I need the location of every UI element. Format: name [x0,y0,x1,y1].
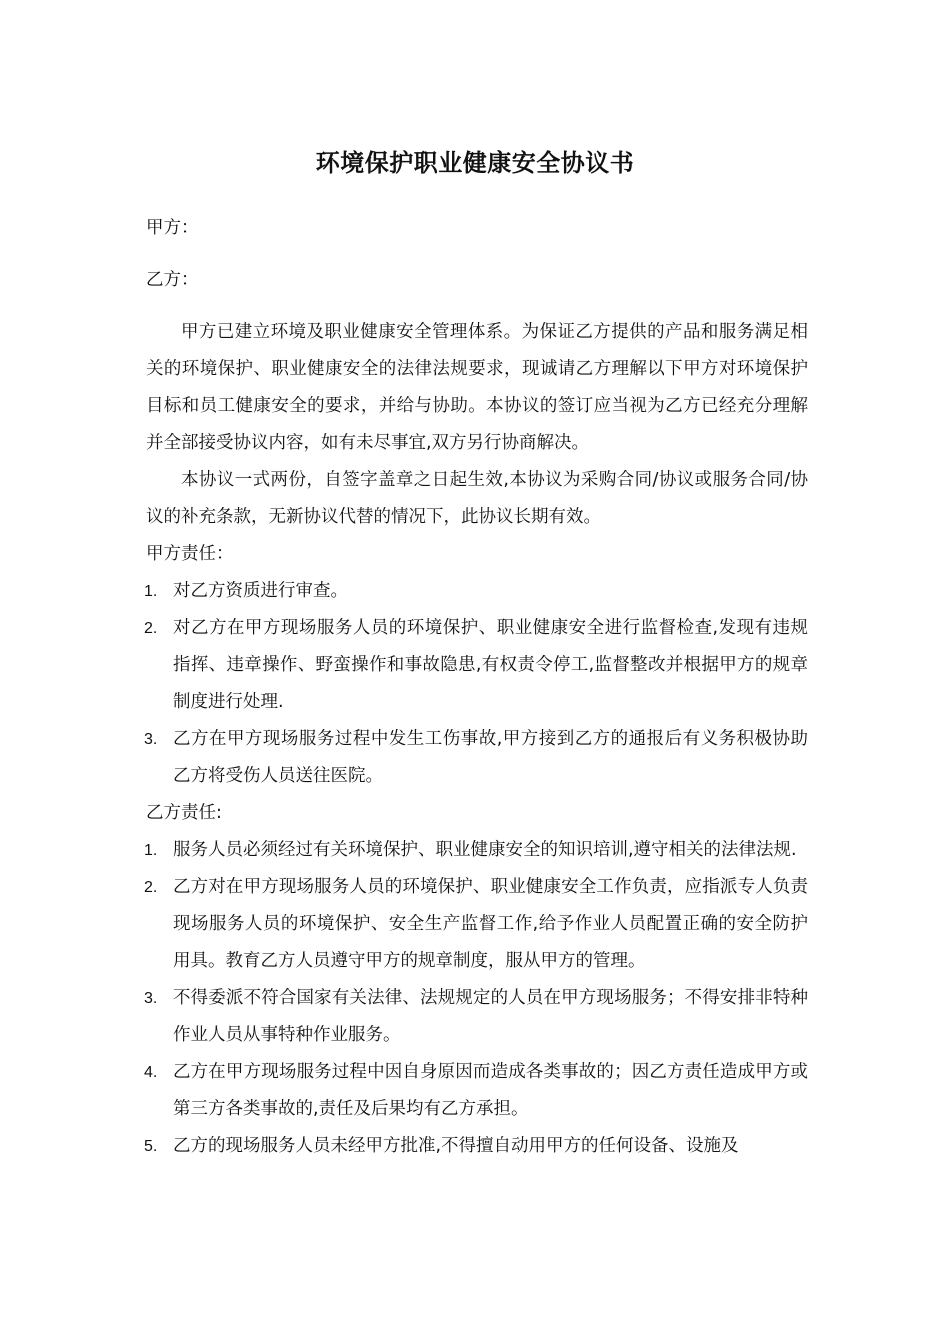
party-a-label: 甲方： [146,218,199,238]
list-item-text: 乙方在甲方现场服务过程中因自身原因而造成各类事故的；因乙方责任造成甲方或第三方各类事故的,责任及后果均有乙方承担。 [173,1062,808,1119]
list-item [146,610,808,721]
list-item-text: 乙方的现场服务人员未经甲方批准,不得擅自动用甲方的任何设备、设施及 [173,1136,739,1156]
list-item-number: 3. [144,990,158,1007]
party-b-responsibilities-heading: 乙方责任: [146,803,222,823]
intro-paragraph: 甲方已建立环境及职业健康安全管理体系。为保证乙方提供的产品和服务满足相关的环境保护、职业健康安全的法律法规要求，现诚请乙方理解以下甲方对环境保护目标和员工健康安全的要求，并给与协助。本协议的签订应当视为乙方已经充分理解并全部接受协议内容，如有未尽事宜,双方另行协商解决。 [146,322,808,453]
party-a-responsibilities-list [146,573,808,795]
list-item-number: 2. [144,879,158,896]
list-item-number: 1. [144,583,158,600]
list-item-text: 乙方对在甲方现场服务人员的环境保护、职业健康安全工作负责，应指派专人负责现场服务人员的环境保护、安全生产监督工作,给予作业人员配置正确的安全防护用具。教育乙方人员遵守甲方的规章制度，服从甲方的管理。 [173,877,808,971]
list-item-number: 4. [144,1064,158,1081]
list-item-text: 乙方在甲方现场服务过程中发生工伤事故,甲方接到乙方的通报后有义务积极协助乙方将受伤人员送往医院。 [173,729,808,786]
document-body [146,210,808,1165]
list-item [146,1054,808,1128]
party-a-responsibilities-heading: 甲方责任： [146,544,234,564]
party-b-responsibilities-list [146,832,808,1165]
list-item-number: 2. [144,620,158,637]
list-item [146,832,808,869]
list-item [146,573,808,610]
list-item [146,869,808,980]
list-item-text: 对乙方在甲方现场服务人员的环境保护、职业健康安全进行监督检查,发现有违规指挥、违章操作、野蛮操作和事故隐患,有权责令停工,监督整改并根据甲方的规章制度进行处理. [173,618,808,712]
list-item-text: 对乙方资质进行审查。 [173,581,348,601]
list-item [146,980,808,1054]
list-item-number: 1. [144,842,158,859]
list-item [146,1128,808,1165]
list-item-text: 不得委派不符合国家有关法律、法规规定的人员在甲方现场服务；不得安排非特种作业人员从事特种作业服务。 [173,988,808,1045]
list-item-number: 5. [144,1138,158,1155]
party-b-label: 乙方： [146,270,199,290]
list-item-text: 服务人员必须经过有关环境保护、职业健康安全的知识培训,遵守相关的法律法规. [173,840,797,860]
list-item-number: 3. [144,731,158,748]
list-item [146,721,808,795]
validity-paragraph: 本协议一式两份，自签字盖章之日起生效,本协议为采购合同/协议或服务合同/协议的补充条款，无新协议代替的情况下，此协议长期有效。 [146,470,808,527]
document-title: 环境保护职业健康安全协议书 [315,149,635,177]
